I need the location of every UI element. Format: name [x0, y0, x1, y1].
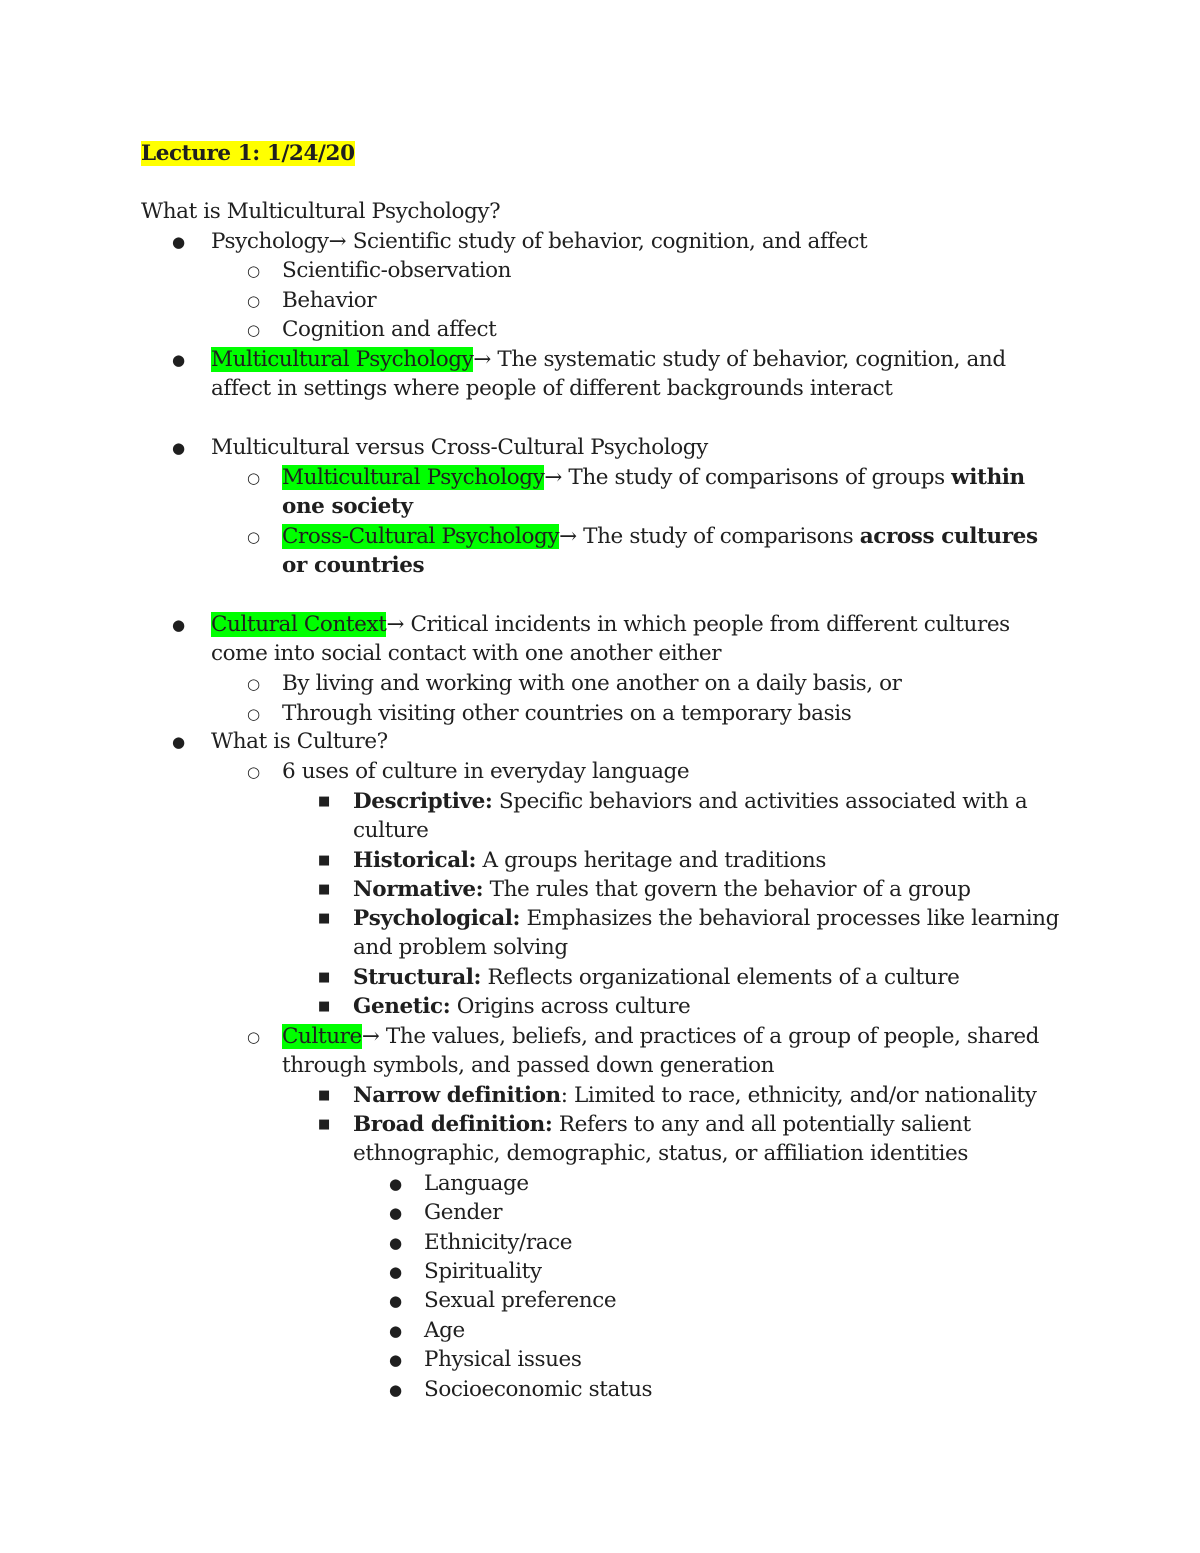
square-bullet-icon: ■: [318, 911, 331, 926]
use-genetic: [353, 993, 690, 1021]
square-bullet-icon: ■: [318, 794, 331, 809]
use-label: Historical:: [353, 848, 477, 873]
bullet-icon: ●: [389, 1263, 403, 1281]
context-definition-cont: come into social contact with one another either: [211, 641, 722, 666]
list-item: Scientific-observation: [282, 258, 512, 283]
bullet-icon: ●: [389, 1351, 403, 1369]
use-label: Normative:: [353, 877, 484, 902]
identity-item: Sexual preference: [424, 1288, 617, 1313]
psychology-definition: Scientific study of behavior, cognition, and affect: [346, 229, 868, 254]
list-item: Through visiting other countries on a temporary basis: [282, 701, 852, 726]
arrow-icon: →: [544, 465, 562, 490]
bullet-icon: ●: [389, 1175, 403, 1193]
circle-bullet-icon: ○: [247, 262, 261, 280]
use-descriptive-cont: culture: [353, 818, 429, 843]
arrow-icon: →: [328, 229, 347, 254]
multicultural-term: Multicultural Psychology: [282, 465, 545, 490]
use-psychological: [353, 905, 1059, 933]
circle-bullet-icon: ○: [247, 528, 261, 546]
square-bullet-icon: ■: [318, 882, 331, 897]
uses-heading: 6 uses of culture in everyday language: [282, 759, 690, 784]
context-item: [211, 611, 1010, 639]
bullet-icon: ●: [172, 233, 186, 251]
mp-definition-item: [211, 346, 1006, 374]
lecture-title: [141, 140, 355, 168]
bullet-icon: ●: [389, 1204, 403, 1222]
bullet-icon: ●: [389, 1292, 403, 1310]
use-text: The rules that govern the behavior of a group: [483, 877, 971, 902]
bullet-icon: ●: [172, 439, 186, 457]
identity-item: Gender: [424, 1200, 503, 1225]
broad-label: Broad definition:: [353, 1112, 553, 1137]
circle-bullet-icon: ○: [247, 763, 261, 781]
identity-item: Physical issues: [424, 1347, 582, 1372]
context-term: Cultural Context: [211, 612, 387, 637]
use-historical: [353, 847, 826, 875]
bullet-icon: ●: [172, 351, 186, 369]
culture-definition-cont: through symbols, and passed down generation: [282, 1053, 775, 1078]
use-psychological-cont: and problem solving: [353, 935, 568, 960]
mp-definition-cont: affect in settings where people of different backgrounds interact: [211, 376, 893, 401]
identity-item: Socioeconomic status: [424, 1377, 653, 1402]
cross-cultural-bold-cont: or countries: [282, 553, 425, 578]
bullet-icon: ●: [172, 733, 186, 751]
broad-text: Refers to any and all potentially salient: [552, 1112, 971, 1137]
narrow-text: : Limited to race, ethnicity, and/or nationality: [560, 1083, 1037, 1108]
cross-cultural-cont: [282, 552, 424, 580]
arrow-icon: →: [473, 347, 491, 372]
square-bullet-icon: ■: [318, 970, 331, 985]
circle-bullet-icon: ○: [247, 292, 261, 310]
arrow-icon: →: [361, 1024, 380, 1049]
circle-bullet-icon: ○: [247, 321, 261, 339]
use-label: Genetic:: [353, 994, 451, 1019]
circle-bullet-icon: ○: [247, 705, 261, 723]
square-bullet-icon: ■: [318, 999, 331, 1014]
use-label: Structural:: [353, 965, 482, 990]
context-definition: Critical incidents in which people from different cultures: [404, 612, 1010, 637]
narrow-label: Narrow definition: [353, 1083, 561, 1108]
use-label: Descriptive:: [353, 789, 493, 814]
psychology-term: Psychology: [211, 229, 329, 254]
square-bullet-icon: ■: [318, 1088, 331, 1103]
use-structural: [353, 964, 959, 992]
broad-definition-cont: ethnographic, demographic, status, or affiliation identities: [353, 1141, 968, 1166]
psychology-item: [211, 228, 867, 256]
cross-cultural-term: Cross-Cultural Psychology: [282, 524, 560, 549]
multicultural-bold: within: [951, 465, 1025, 490]
use-normative: [353, 876, 971, 904]
narrow-definition: [353, 1082, 1037, 1110]
multicultural-bold-cont: one society: [282, 494, 413, 519]
list-item: Behavior: [282, 288, 377, 313]
identity-item: Language: [424, 1171, 529, 1196]
circle-bullet-icon: ○: [247, 1028, 261, 1046]
arrow-icon: →: [386, 612, 405, 637]
mp-term: Multicultural Psychology: [211, 347, 474, 372]
use-label: Psychological:: [353, 906, 521, 931]
identity-item: Spirituality: [424, 1259, 542, 1284]
broad-definition: [353, 1111, 971, 1139]
identity-item: Age: [424, 1318, 465, 1343]
arrow-icon: →: [559, 524, 577, 549]
culture-definition-item: [282, 1023, 1039, 1051]
square-bullet-icon: ■: [318, 1117, 331, 1132]
list-item: Cognition and affect: [282, 317, 497, 342]
section-question: What is Multicultural Psychology?: [141, 199, 501, 224]
versus-heading: Multicultural versus Cross-Cultural Psychology: [211, 435, 708, 460]
culture-question: What is Culture?: [211, 729, 388, 754]
cross-cultural-bold: across cultures: [859, 524, 1038, 549]
circle-bullet-icon: ○: [247, 469, 261, 487]
square-bullet-icon: ■: [318, 853, 331, 868]
identity-item: Ethnicity/race: [424, 1230, 573, 1255]
cross-cultural-item: [282, 523, 1038, 551]
mp-definition: The systematic study of behavior, cognition, and: [490, 347, 1006, 372]
multicultural-definition: The study of comparisons of groups: [561, 465, 952, 490]
bullet-icon: ●: [389, 1322, 403, 1340]
circle-bullet-icon: ○: [247, 675, 261, 693]
bullet-icon: ●: [389, 1234, 403, 1252]
title-highlight: Lecture 1: 1/24/20: [141, 141, 355, 166]
bullet-icon: ●: [389, 1381, 403, 1399]
multicultural-cont: [282, 493, 413, 521]
culture-definition: The values, beliefs, and practices of a group of people, shared: [379, 1024, 1040, 1049]
use-text: Emphasizes the behavioral processes like learning: [520, 906, 1059, 931]
use-text: Origins across culture: [450, 994, 691, 1019]
culture-term: Culture: [282, 1024, 362, 1049]
bullet-icon: ●: [172, 616, 186, 634]
use-text: Specific behaviors and activities associated with a: [492, 789, 1028, 814]
use-text: Reflects organizational elements of a culture: [481, 965, 960, 990]
list-item: By living and working with one another on a daily basis, or: [282, 671, 902, 696]
use-descriptive: [353, 788, 1027, 816]
cross-cultural-definition: The study of comparisons: [576, 524, 860, 549]
use-text: A groups heritage and traditions: [476, 848, 827, 873]
multicultural-item: [282, 464, 1025, 492]
